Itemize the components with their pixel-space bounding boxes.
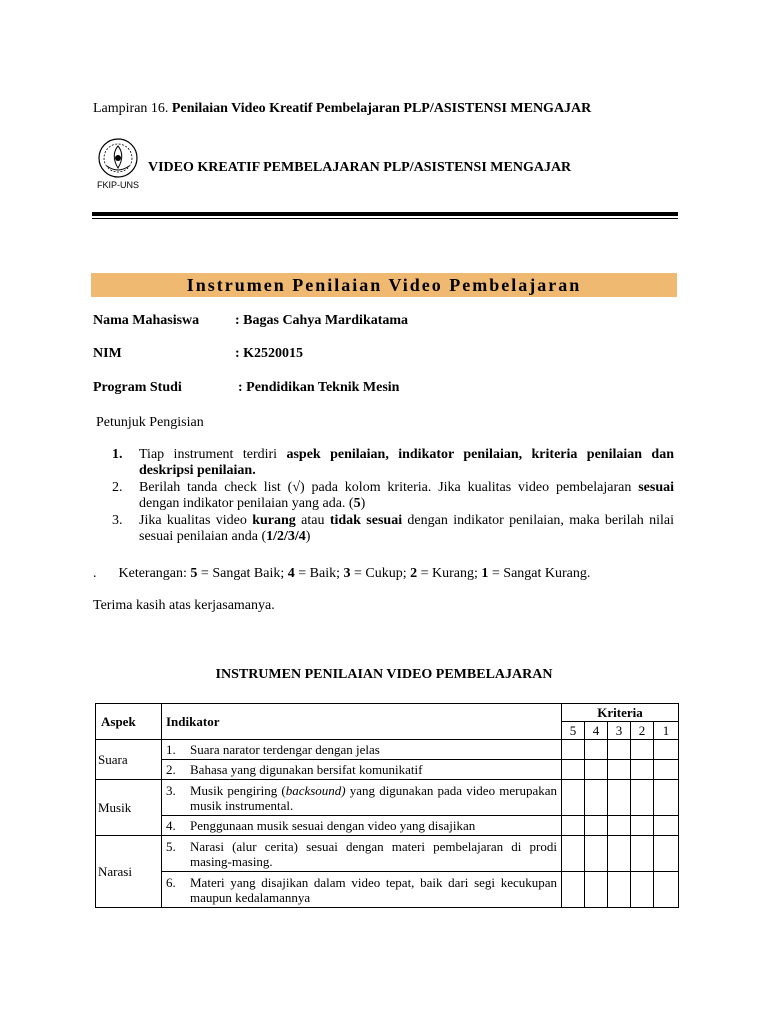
- table-row: [96, 760, 679, 780]
- table-row: [96, 740, 679, 760]
- assessment-table: [95, 703, 679, 908]
- lampiran-heading: [93, 101, 591, 117]
- criteria-cell[interactable]: [631, 872, 654, 908]
- petunjuk-list: [112, 447, 674, 546]
- criteria-cell[interactable]: [562, 780, 585, 816]
- indikator-cell: 6. Materi yang disajikan dalam video tepat, baik dari segi kecukupan maupun kedalamannya: [162, 872, 562, 908]
- header-aspek: Aspek: [96, 704, 162, 740]
- indikator-cell: 1. Suara narator terdengar dengan jelas: [162, 740, 562, 760]
- criteria-cell[interactable]: [585, 760, 608, 780]
- criteria-cell[interactable]: [585, 740, 608, 760]
- criteria-cell[interactable]: [631, 836, 654, 872]
- criteria-cell[interactable]: [631, 740, 654, 760]
- list-item-text: Jika kualitas video kurang atau tidak sesuai dengan indikator penilaian, maka berilah nilai sesuai penilaian anda (1/2/3/4): [139, 513, 675, 544]
- thanks-text: Terima kasih atas kerjasamanya.: [93, 598, 275, 613]
- score-header: 4: [585, 722, 608, 740]
- logo-label: FKIP-UNS: [96, 180, 139, 190]
- criteria-cell[interactable]: [562, 816, 585, 836]
- lampiran-prefix: Lampiran 16.: [93, 101, 169, 116]
- score-header: 5: [562, 722, 585, 740]
- criteria-cell[interactable]: [608, 740, 631, 760]
- criteria-cell[interactable]: [631, 760, 654, 780]
- criteria-cell[interactable]: [608, 836, 631, 872]
- list-item: [112, 513, 674, 545]
- list-item-text: Tiap instrument terdiri aspek penilaian, indikator penilaian, kriteria penilaian dan deskripsi penilaian.: [139, 447, 674, 478]
- table-title: INSTRUMEN PENILAIAN VIDEO PEMBELAJARAN: [215, 667, 553, 682]
- nim-label: NIM: [93, 346, 122, 361]
- criteria-cell[interactable]: [585, 780, 608, 816]
- indikator-cell: 5. Narasi (alur cerita) sesuai dengan materi pembelajaran di prodi masing-masing.: [162, 836, 562, 872]
- criteria-cell[interactable]: [631, 816, 654, 836]
- list-item-number: 3.: [112, 513, 123, 528]
- table-row: [96, 836, 679, 872]
- criteria-cell[interactable]: [562, 740, 585, 760]
- table-row: [96, 872, 679, 908]
- aspek-narasi: Narasi: [96, 836, 162, 908]
- table-row: [96, 816, 679, 836]
- criteria-cell[interactable]: [585, 816, 608, 836]
- criteria-cell[interactable]: [654, 816, 679, 836]
- indikator-cell: 2. Bahasa yang digunakan bersifat komunikatif: [162, 760, 562, 780]
- criteria-cell[interactable]: [585, 872, 608, 908]
- list-item: [112, 480, 674, 512]
- list-item-number: 2.: [112, 480, 123, 495]
- aspek-musik: Musik: [96, 780, 162, 836]
- criteria-cell[interactable]: [654, 836, 679, 872]
- indikator-cell: 3. Musik pengiring (backsound) yang digunakan pada video merupakan musik instrumental.: [162, 780, 562, 816]
- nama-label: Nama Mahasiswa: [93, 313, 200, 328]
- criteria-cell[interactable]: [654, 872, 679, 908]
- criteria-cell[interactable]: [631, 780, 654, 816]
- criteria-cell[interactable]: [608, 760, 631, 780]
- score-header: 3: [608, 722, 631, 740]
- header-divider-thin: [92, 218, 678, 219]
- table-row: [96, 780, 679, 816]
- criteria-cell[interactable]: [562, 760, 585, 780]
- aspek-suara: Suara: [96, 740, 162, 780]
- header-divider-thick: [92, 212, 678, 216]
- list-item-text: Berilah tanda check list (√) pada kolom kriteria. Jika kualitas video pembelajaran sesuai dengan indikator penilaian yang ada. (5): [139, 480, 674, 511]
- criteria-cell[interactable]: [562, 872, 585, 908]
- petunjuk-heading: Petunjuk Pengisian: [96, 415, 204, 430]
- header-indikator: Indikator: [162, 704, 562, 740]
- criteria-cell[interactable]: [654, 740, 679, 760]
- instrument-banner: [91, 273, 677, 297]
- lampiran-title: Penilaian Video Kreatif Pembelajaran PLP/ASISTENSI MENGAJAR: [171, 101, 592, 116]
- criteria-cell[interactable]: [585, 836, 608, 872]
- prodi-label: Program Studi: [93, 380, 182, 395]
- nama-value: : Bagas Cahya Mardikatama: [235, 313, 409, 328]
- criteria-cell[interactable]: [608, 780, 631, 816]
- list-item: [112, 447, 674, 479]
- criteria-cell[interactable]: [608, 872, 631, 908]
- indikator-cell: 4. Penggunaan musik sesuai dengan video yang disajikan: [162, 816, 562, 836]
- criteria-cell[interactable]: [654, 760, 679, 780]
- list-item-number: 1.: [112, 447, 123, 462]
- criteria-cell[interactable]: [654, 780, 679, 816]
- header-title: VIDEO KREATIF PEMBELAJARAN PLP/ASISTENSI MENGAJAR: [148, 160, 572, 175]
- banner-title: Instrumen Penilaian Video Pembelajaran: [186, 275, 582, 295]
- criteria-cell[interactable]: [608, 816, 631, 836]
- keterangan: . Keterangan: 5 = Sangat Baik; 4 = Baik; 3 = Cukup; 2 = Kurang; 1 = Sangat Kurang.: [93, 566, 591, 581]
- criteria-cell[interactable]: [562, 836, 585, 872]
- nim-value: : K2520015: [235, 346, 304, 361]
- prodi-value: : Pendidikan Teknik Mesin: [238, 380, 400, 395]
- score-header: 1: [654, 722, 679, 740]
- header-kriteria: Kriteria: [562, 704, 679, 722]
- score-header: 2: [631, 722, 654, 740]
